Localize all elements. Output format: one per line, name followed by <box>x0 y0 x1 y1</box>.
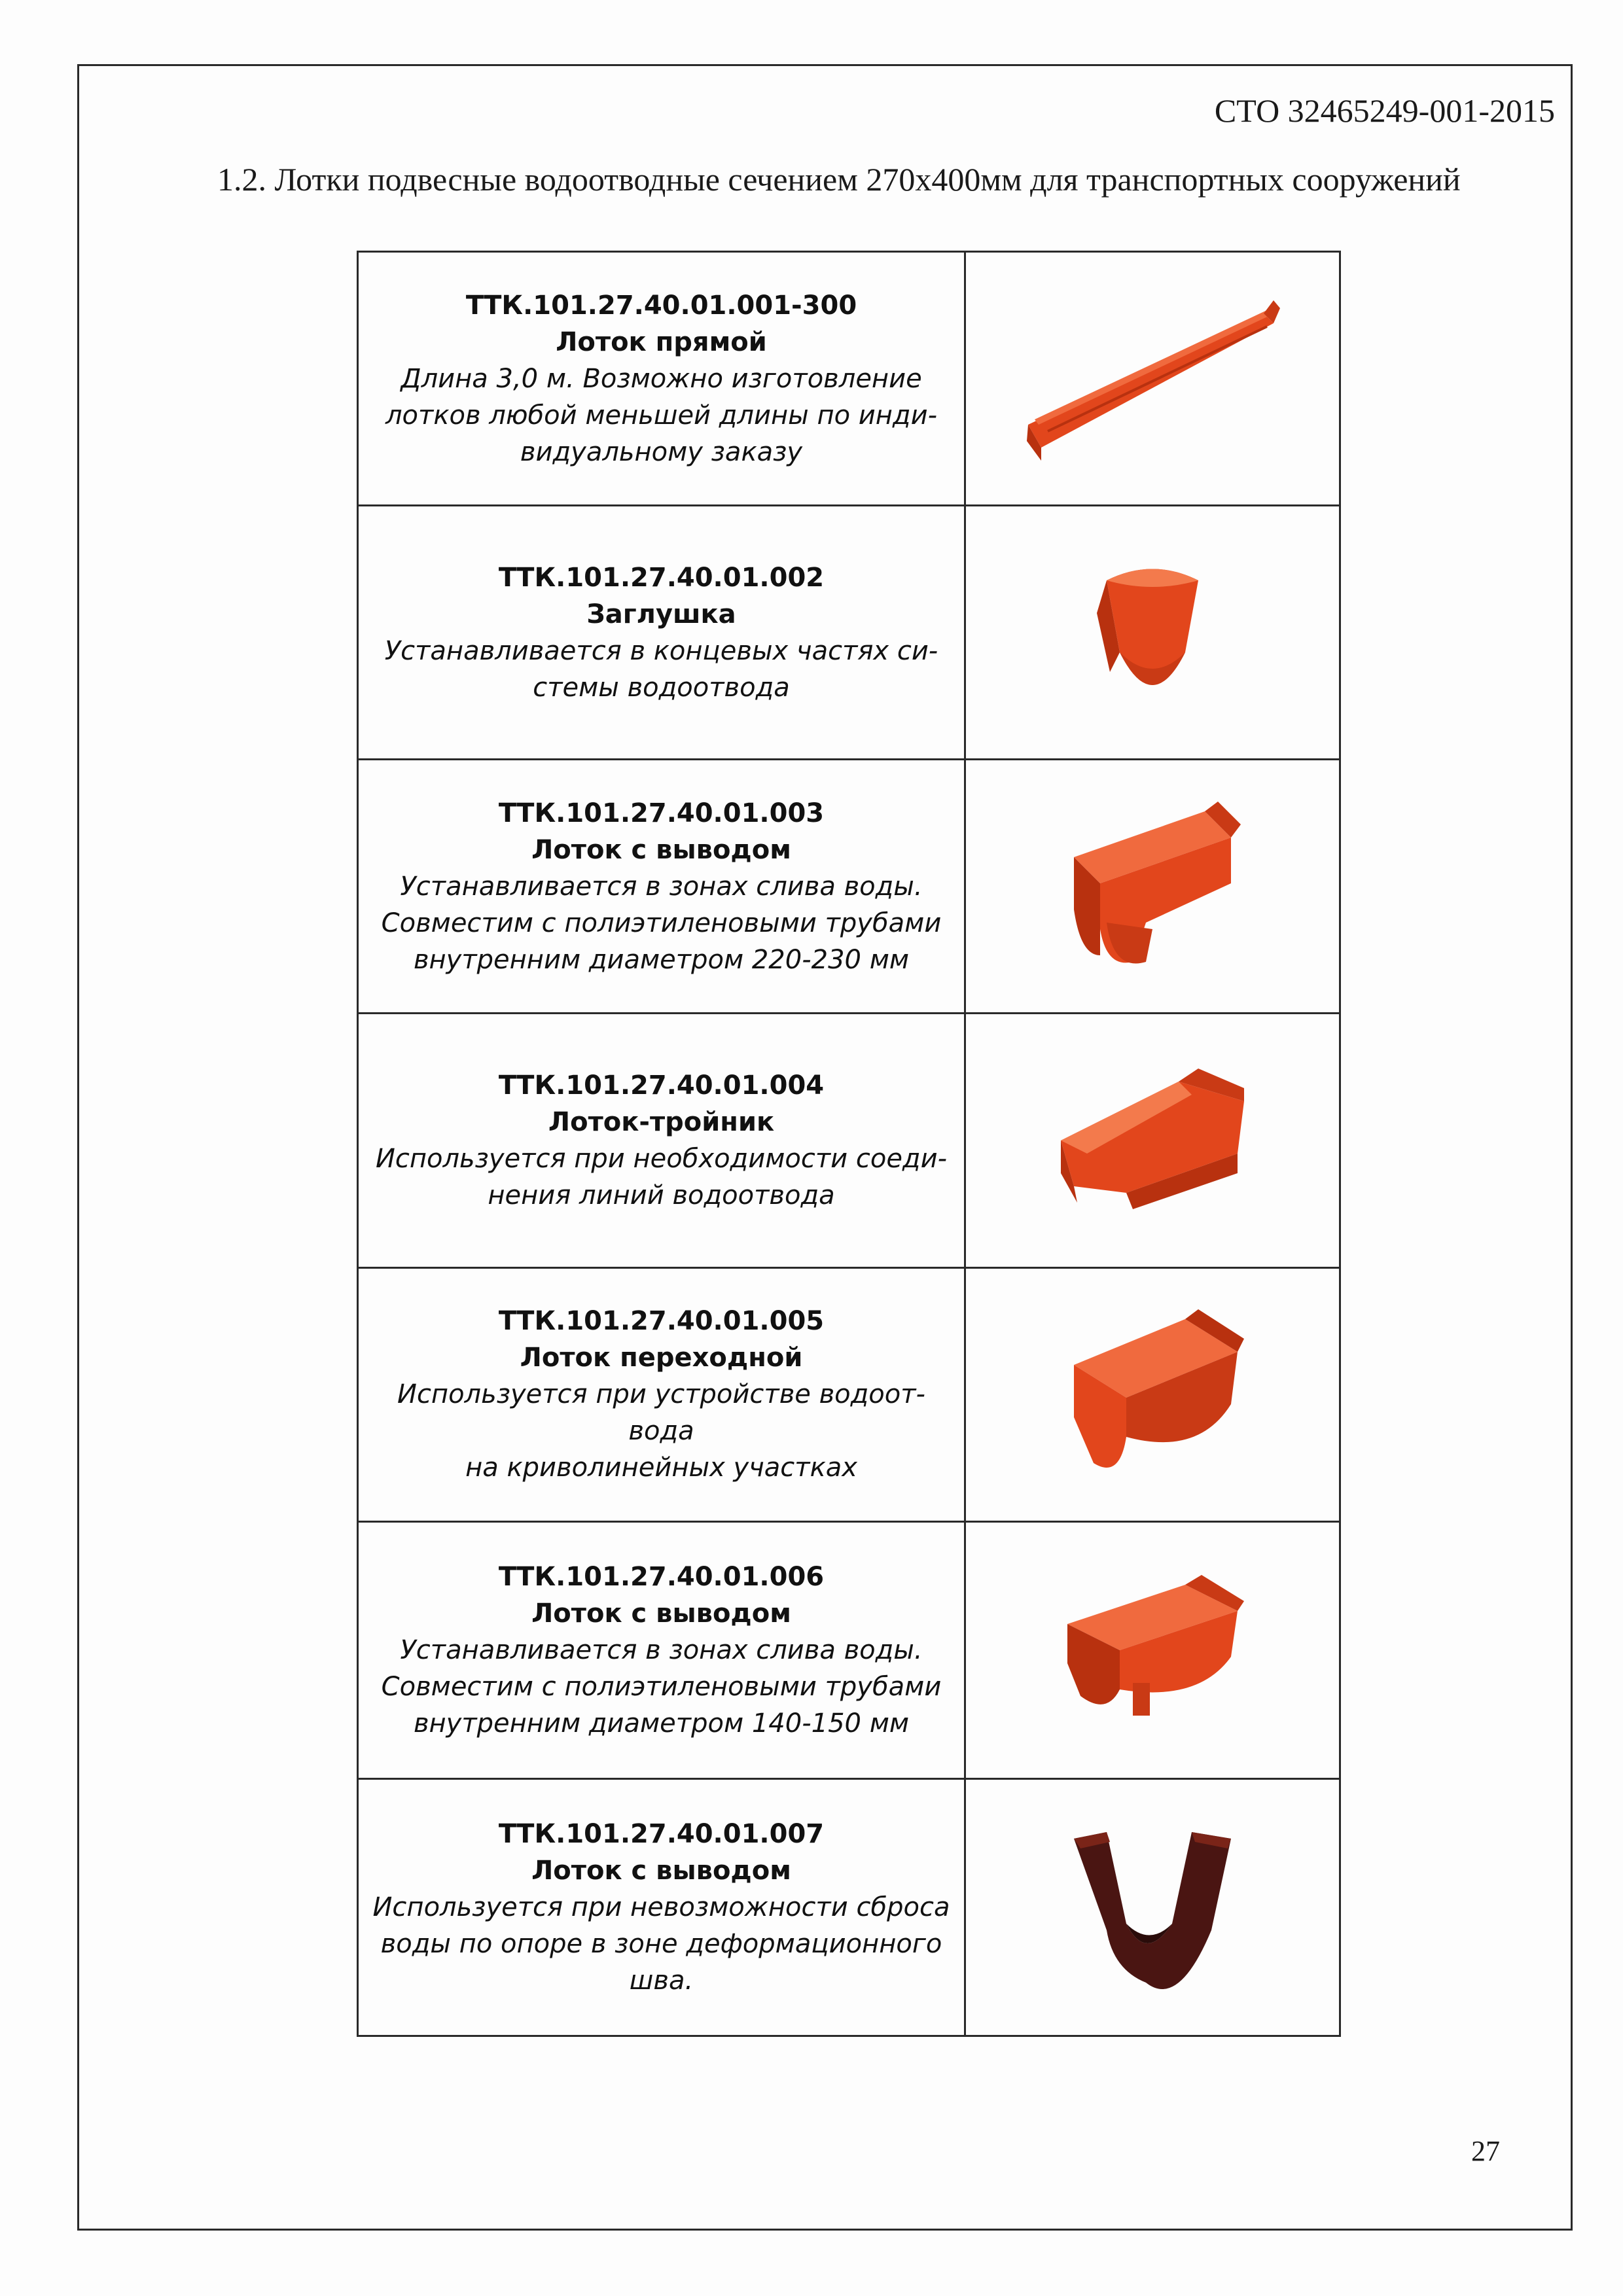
description-line: Совместим с полиэтиленовыми трубами <box>381 908 942 938</box>
product-code: ТТК.101.27.40.01.002 <box>498 562 825 593</box>
product-description <box>370 1889 952 1999</box>
product-image-cell <box>965 1778 1340 2036</box>
page-number: 27 <box>1471 2135 1500 2167</box>
product-description <box>370 1376 952 1486</box>
product-name: Лоток с выводом <box>531 1855 791 1886</box>
outlet-tray-small-icon <box>1054 1572 1251 1729</box>
description-line: стемы водоотвода <box>533 672 790 703</box>
description-line: внутренним диаметром 220-230 мм <box>413 944 910 975</box>
table-row <box>358 1014 1340 1267</box>
product-image-cell <box>965 506 1340 760</box>
table-row <box>358 760 1340 1014</box>
product-image-cell <box>965 1267 1340 1521</box>
product-description <box>370 868 952 978</box>
product-description <box>370 1632 952 1742</box>
description-line: на криволинейных участках <box>465 1453 857 1483</box>
description-line: нения линий водоотвода <box>488 1180 835 1210</box>
section-title: 1.2. Лотки подвесные водоотводные сечением 270х400мм для транспортных сооружений <box>217 161 1461 198</box>
end-cap-icon <box>1080 554 1224 711</box>
document-code: СТО 32465249-001-2015 <box>1214 92 1555 129</box>
description-line: Длина 3,0 м. Возможно изготовление <box>401 363 922 394</box>
description-line: Используется при устройстве водоот- <box>397 1379 925 1410</box>
product-description <box>370 1140 952 1214</box>
product-description-cell <box>358 760 965 1014</box>
outlet-tray-large-icon <box>1054 798 1251 975</box>
description-line: Устанавливается в концевых частях си- <box>384 635 938 666</box>
product-code: ТТК.101.27.40.01.003 <box>498 798 825 828</box>
description-line: Устанавливается в зонах слива воды. <box>400 871 923 902</box>
product-description-cell <box>358 506 965 760</box>
table-row <box>358 1267 1340 1521</box>
product-code: ТТК.101.27.40.01.006 <box>498 1561 825 1592</box>
product-name: Лоток переходной <box>520 1343 803 1373</box>
product-image-cell <box>965 1521 1340 1778</box>
description-line: воды по опоре в зоне деформационного <box>380 1928 942 1959</box>
product-code: ТТК.101.27.40.01.005 <box>498 1306 825 1337</box>
product-name: Лоток-тройник <box>548 1106 775 1137</box>
product-description <box>370 361 952 470</box>
product-description-cell <box>358 1014 965 1267</box>
product-name: Лоток с выводом <box>531 834 791 865</box>
description-line: видуальному заказу <box>520 436 803 467</box>
product-code: ТТК.101.27.40.01.001-300 <box>465 290 857 321</box>
product-description-cell <box>358 252 965 506</box>
description-line: лотков любой меньшей длины по инди- <box>385 400 938 431</box>
table-row <box>358 1778 1340 2036</box>
deformation-joint-outlet-icon <box>1061 1812 1244 2002</box>
product-image-cell <box>965 252 1340 506</box>
product-image-cell <box>965 1014 1340 1267</box>
transition-tray-icon <box>1054 1306 1251 1483</box>
products-table <box>357 251 1341 2037</box>
product-image-cell <box>965 760 1340 1014</box>
product-name: Заглушка <box>586 599 736 629</box>
product-name: Лоток прямой <box>556 327 767 357</box>
description-line: вода <box>628 1416 694 1447</box>
product-description-cell <box>358 1267 965 1521</box>
table-row <box>358 252 1340 506</box>
product-code: ТТК.101.27.40.01.007 <box>498 1818 825 1849</box>
description-line: Используется при необходимости соеди- <box>375 1143 948 1174</box>
description-line: внутренним диаметром 140-150 мм <box>413 1708 910 1739</box>
table-row <box>358 1521 1340 1778</box>
product-name: Лоток с выводом <box>531 1598 791 1629</box>
product-description-cell <box>358 1778 965 2036</box>
tee-tray-icon <box>1048 1062 1257 1219</box>
straight-tray-icon <box>1015 294 1290 464</box>
product-description-cell <box>358 1521 965 1778</box>
product-code: ТТК.101.27.40.01.004 <box>498 1070 825 1101</box>
description-line: Совместим с полиэтиленовыми трубами <box>381 1671 942 1702</box>
product-description <box>370 633 952 706</box>
description-line: шва. <box>629 1965 694 1996</box>
description-line: Используется при невозможности сброса <box>372 1892 950 1922</box>
table-row <box>358 506 1340 760</box>
description-line: Устанавливается в зонах слива воды. <box>400 1634 923 1665</box>
